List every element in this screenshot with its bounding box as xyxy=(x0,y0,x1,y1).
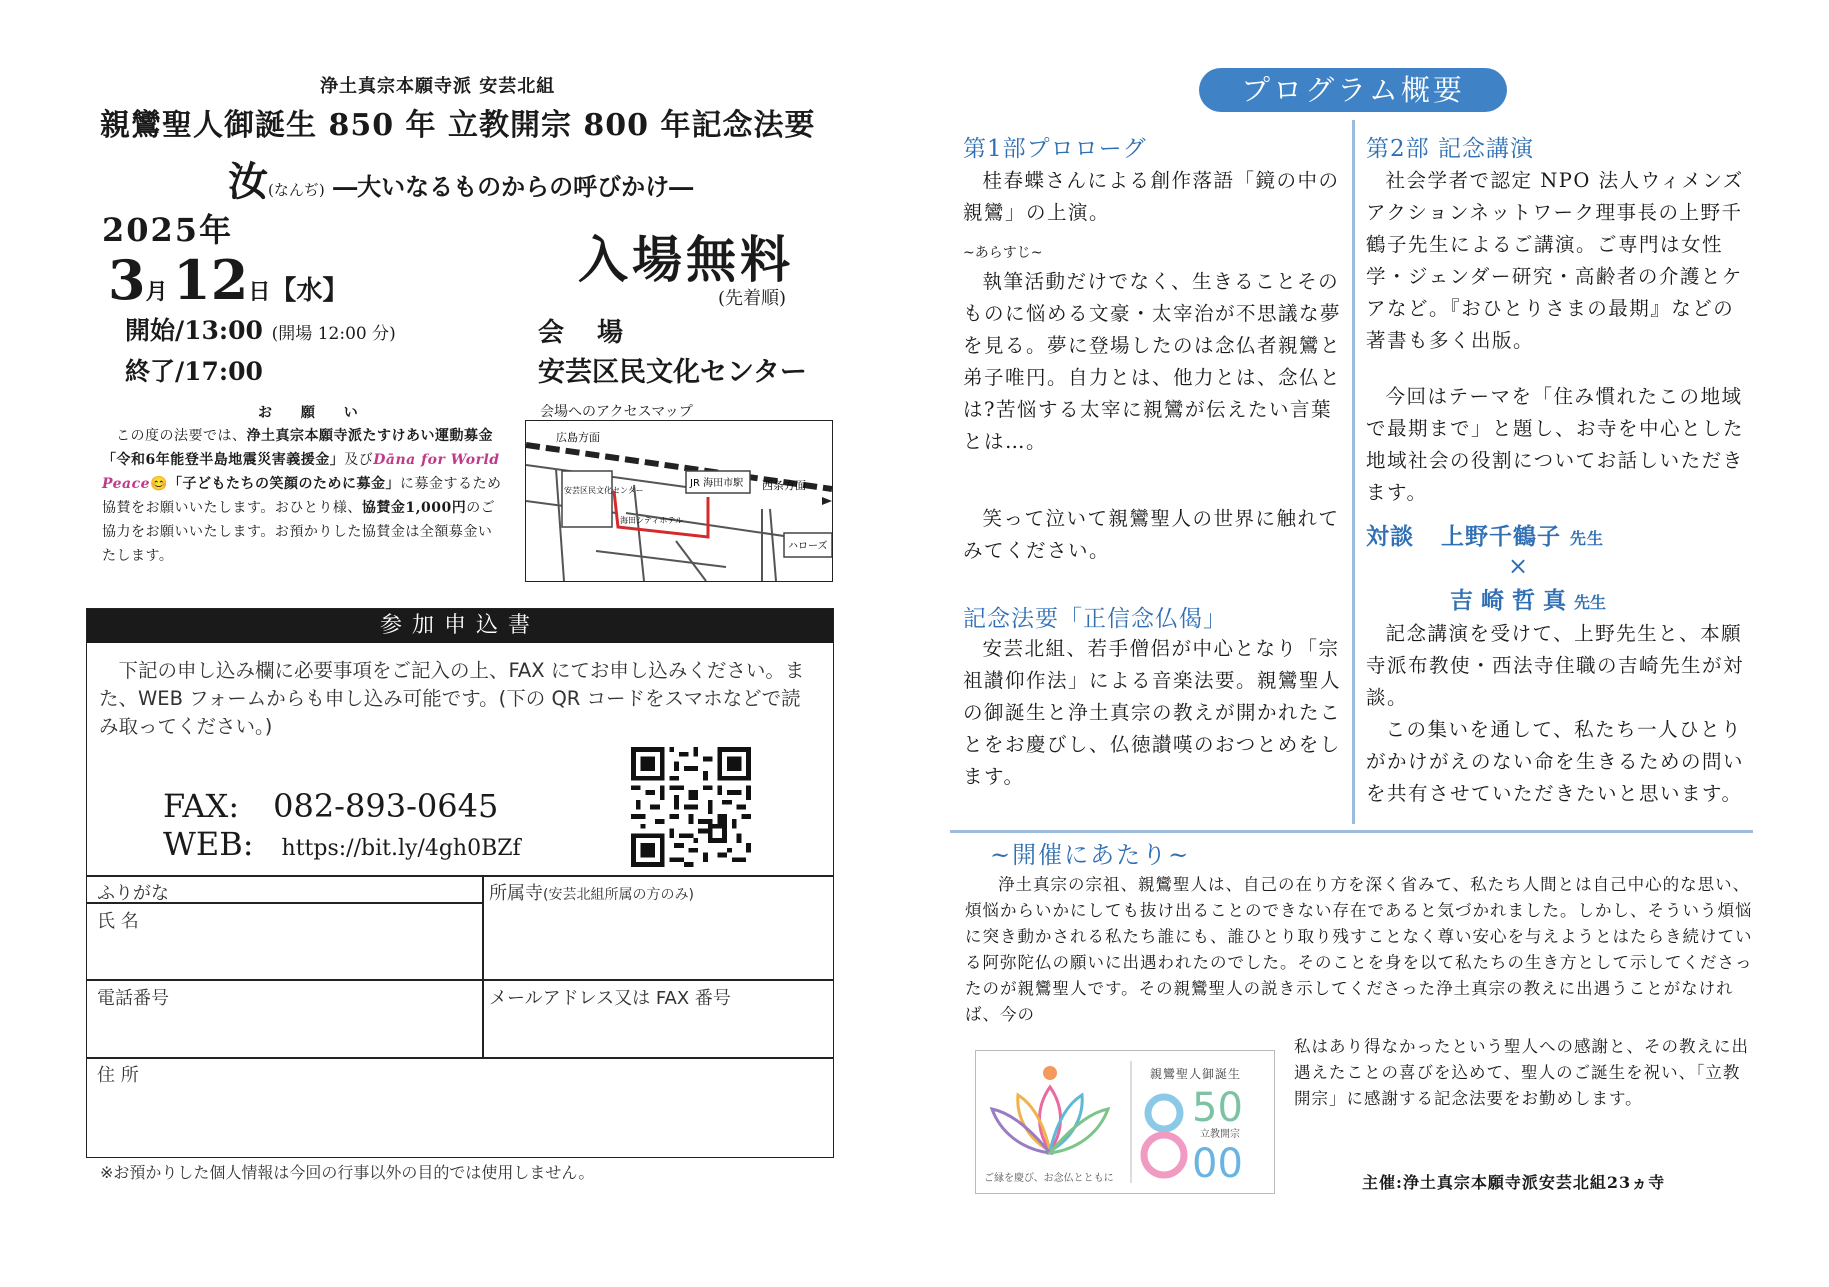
sensei-label: 先生 xyxy=(1570,529,1605,548)
map-label-hello: ハローズ xyxy=(788,541,828,552)
invitation-text: 笑って泣いて親鸞聖人の世界に触れてみてください。 xyxy=(963,507,1340,562)
web-url[interactable]: https://bit.ly/4gh0BZf xyxy=(281,836,521,861)
part2-heading: 第2部 記念講演 xyxy=(1366,136,1534,162)
request-fund-name-2: 「子どもたちの笑顔のために募金」 xyxy=(168,476,400,492)
form-rule xyxy=(87,979,833,981)
web-line xyxy=(163,825,521,863)
form-header: 参加申込書 xyxy=(87,609,833,643)
name-label: 氏 名 xyxy=(97,911,139,932)
day-unit: 日 xyxy=(248,279,271,305)
temple-note: (安芸北組所属の方のみ) xyxy=(543,887,694,903)
qr-code[interactable] xyxy=(631,747,751,867)
donation-amount: 協賛金1,000円 xyxy=(361,500,467,516)
opening-text-tail: 私はあり得なかったという聖人への感謝と、その教えに出遇えたことの喜びを込めて、聖人のご誕生を祝い、「立教開宗」に感謝する記念法要をお勤めします。 xyxy=(1294,1037,1749,1108)
address-label: 住 所 xyxy=(97,1065,139,1086)
start-time: 開始/13:00 xyxy=(125,316,263,345)
theme-main: 汝 xyxy=(228,158,268,205)
organizer: 主催:浄土真宗本願寺派安芸北組23ヵ寺 xyxy=(1362,1173,1666,1192)
program-title: プログラム概要 xyxy=(1199,68,1507,112)
theme-ruby: (なんぢ) xyxy=(268,181,325,199)
part1-heading: 第1部プロローグ xyxy=(963,136,1147,162)
request-title: お 願 い xyxy=(258,405,370,421)
cross-mark: × xyxy=(1508,552,1529,580)
request-part: に募金するため協賛をお願いいたします。おひとり様、 xyxy=(102,476,502,516)
sensei-label: 先生 xyxy=(1574,593,1607,612)
form-rule xyxy=(87,875,833,877)
qr-code-image xyxy=(631,747,751,867)
event-year: 2025年 xyxy=(102,211,234,249)
map-label-hotel: 海田シティホテル xyxy=(620,516,683,525)
logo-digit-8-top xyxy=(1148,1097,1180,1129)
access-map-drawing xyxy=(526,421,832,581)
fax-line xyxy=(163,787,498,825)
east-arrow xyxy=(822,497,832,505)
opening-text: 浄土真宗の宗祖、親鸞聖人は、自己の在り方を深く省みて、私たち人間とは自己中心的な思い、煩悩からいかにしても抜け出ることのできない存在であると気づかれました。しかし、そういう煩悩に突き動かされる私たち誰にも、誰ひとり取り残すことなく尊い安心を与えようとはたらき続けている阿弥陀仏の願いに出遇われたのでした。そのことを身を以て私たちの生き方として示してくださったのが親鸞聖人です。その親鸞聖人の説き示してくださった浄土真宗の教えに出遇うことがなければ、今の xyxy=(965,875,1753,1024)
road xyxy=(596,551,726,567)
access-map xyxy=(525,420,833,582)
logo-800-digits: 00 xyxy=(1192,1141,1243,1187)
logo-digit-8-bottom xyxy=(1144,1135,1184,1175)
request-part: 及び xyxy=(344,452,374,468)
section-divider xyxy=(950,830,1753,833)
first-come-note: (先着順) xyxy=(718,288,787,309)
request-part: この度の法要では、 xyxy=(116,428,247,444)
date-day: 12 xyxy=(173,248,249,312)
date-month: 3 xyxy=(108,248,146,312)
fax-number: 082-893-0645 xyxy=(273,787,499,825)
application-form xyxy=(86,608,834,1158)
part2-text-2: 今回はテーマを「住み慣れたこの地域で最期まで」と題し、お寺を中心とした地域社会の役割についてお話しいただきます。 xyxy=(1366,385,1745,504)
phone-label: 電話番号 xyxy=(97,988,169,1009)
form-rule xyxy=(87,1057,833,1059)
part1-text: 桂春蝶さんによる創作落語「鏡の中の親鸞」の上演。 xyxy=(963,169,1340,224)
road xyxy=(770,509,776,581)
memorial-text: 安芸北組、若手僧侶が中心となり「宗祖讃仰作法」による音楽法要。親鸞聖人の御誕生と浄土真宗の教えが開かれたことをお慶びし、仏徳讃嘆のおつとめをします。 xyxy=(963,637,1342,788)
date-weekday: 【水】 xyxy=(270,276,349,306)
anniversary-logo xyxy=(975,1050,1275,1194)
theme-line xyxy=(228,150,693,207)
dialogue-text xyxy=(1366,618,1746,810)
address-field[interactable] xyxy=(89,1085,829,1153)
logo-title: 親鸞聖人御誕生 xyxy=(1150,1067,1242,1081)
event-title: 親鸞聖人御誕生 850 年 立教開宗 800 年記念法要 xyxy=(100,108,816,143)
map-label-hiroshima: 広島方面 xyxy=(556,431,600,444)
column-divider xyxy=(1352,120,1355,824)
venue-building xyxy=(562,471,612,527)
time-block xyxy=(125,312,396,390)
dialogue-label: 対談 xyxy=(1366,523,1414,550)
dialogue-text-2: この集いを通して、私たち一人ひとりがかけがえのない命を生きるための問いを共有させていただきたいと思います。 xyxy=(1366,718,1745,805)
doors-open-time: (開場 12:00 分) xyxy=(271,324,396,344)
furigana-label: ふりがな xyxy=(97,883,169,904)
email-fax-field[interactable] xyxy=(487,1009,829,1055)
opening-heading: ~開催にあたり~ xyxy=(990,841,1191,869)
web-label: WEB: xyxy=(163,825,254,863)
form-column-rule xyxy=(482,875,484,1057)
request-fund-name: 浄土真宗本願寺派たすけあい運動募金「令和6年能登半島地震災害義援金」 xyxy=(102,428,493,468)
map-label-station: JR 海田市駅 xyxy=(690,478,744,489)
privacy-note: ※お預かりした個人情報は今回の行事以外の目的では使用しません。 xyxy=(100,1163,595,1182)
venue-label: 会 場 xyxy=(538,318,636,348)
end-time: 終了/17:00 xyxy=(125,357,263,386)
map-label-saijo: 西条方面 xyxy=(762,479,806,492)
road xyxy=(634,485,644,581)
map-caption: 会場へのアクセスマップ xyxy=(540,404,693,420)
request-text: この度の法要では、浄土真宗本願寺派たすけあい運動募金「令和6年能登半島地震災害義援金」及びDāna for World Peace😊「子どもたちの笑顔のために募金」に募金するため協賛をお願いいたします。おひとり様、協賛金1,000円のご協力をお願いいたします。お預かりした協賛金は全額募金いたします。 xyxy=(102,428,502,564)
phone-field[interactable] xyxy=(89,1009,479,1055)
fax-label: FAX: xyxy=(163,787,240,825)
logo-850-digits: 50 xyxy=(1192,1085,1243,1131)
admission-free: 入場無料 xyxy=(578,230,794,289)
lotus-petal xyxy=(1040,1087,1061,1151)
dana-logo-text: Dāna for World Peace xyxy=(102,452,500,492)
form-intro: 下記の申し込み欄に必要事項をご記入の上、FAX にてお申し込みください。また、WEB フォームからも申し込み可能です。(下の QR コードをスマホなどで読み取ってください。) xyxy=(99,659,805,738)
memorial-heading: 記念法要「正信念仏偈」 xyxy=(963,606,1227,632)
request-part: のご協力をお願いいたします。お預かりした協賛金は全額募金いたします。 xyxy=(102,500,496,564)
speaker-ueno: 上野千鶴子 xyxy=(1441,523,1562,550)
month-unit: 月 xyxy=(145,279,168,305)
temple-label-text: 所属寺 xyxy=(489,883,543,904)
synopsis-label: ~あらすじ~ xyxy=(963,245,1043,261)
logo-subtitle: 立教開宗 xyxy=(1200,1129,1240,1140)
theme-subtitle: ―大いなるものからの呼びかけ― xyxy=(333,172,694,201)
logo-tagline: ご縁を慶び、お念仏とともに xyxy=(984,1173,1114,1184)
name-field[interactable] xyxy=(89,927,479,977)
speaker-yoshizaki: 吉崎哲真 xyxy=(1450,587,1574,614)
temple-field[interactable] xyxy=(487,901,829,977)
venue-name: 安芸区民文化センター xyxy=(538,357,807,388)
dialogue-text-1: 記念講演を受けて、上野先生と、本願寺派布教使・西法寺住職の吉崎先生が対談。 xyxy=(1366,622,1745,709)
speaker-yoshizaki-line xyxy=(1450,582,1606,615)
dialogue-heading xyxy=(1366,518,1604,551)
map-label-venue: 安芸区民文化センター xyxy=(564,486,644,495)
part2-text: 社会学者で認定 NPO 法人ウィメンズアクションネットワーク理事長の上野千鶴子先生によるご講演。ご専門は女性学・ジェンダー研究・高齢者の介護とケアなど。『おひとりさまの最期』などの著書も多く出版。 xyxy=(1366,169,1744,352)
synopsis-text: 執筆活動だけでなく、生きることそのものに悩める文豪・太宰治が不思議な夢を見る。夢に登場したのは念仏者親鸞と弟子唯円。自力とは、他力とは、念仏とは?苦悩する太宰に親鸞が伝えたい言葉とは…。 xyxy=(963,270,1342,453)
event-date xyxy=(108,248,348,312)
lotus-dot xyxy=(1043,1066,1057,1080)
organization-name: 浄土真宗本願寺派 安芸北組 xyxy=(320,76,556,97)
email-fax-label: メールアドレス又は FAX 番号 xyxy=(489,988,731,1009)
